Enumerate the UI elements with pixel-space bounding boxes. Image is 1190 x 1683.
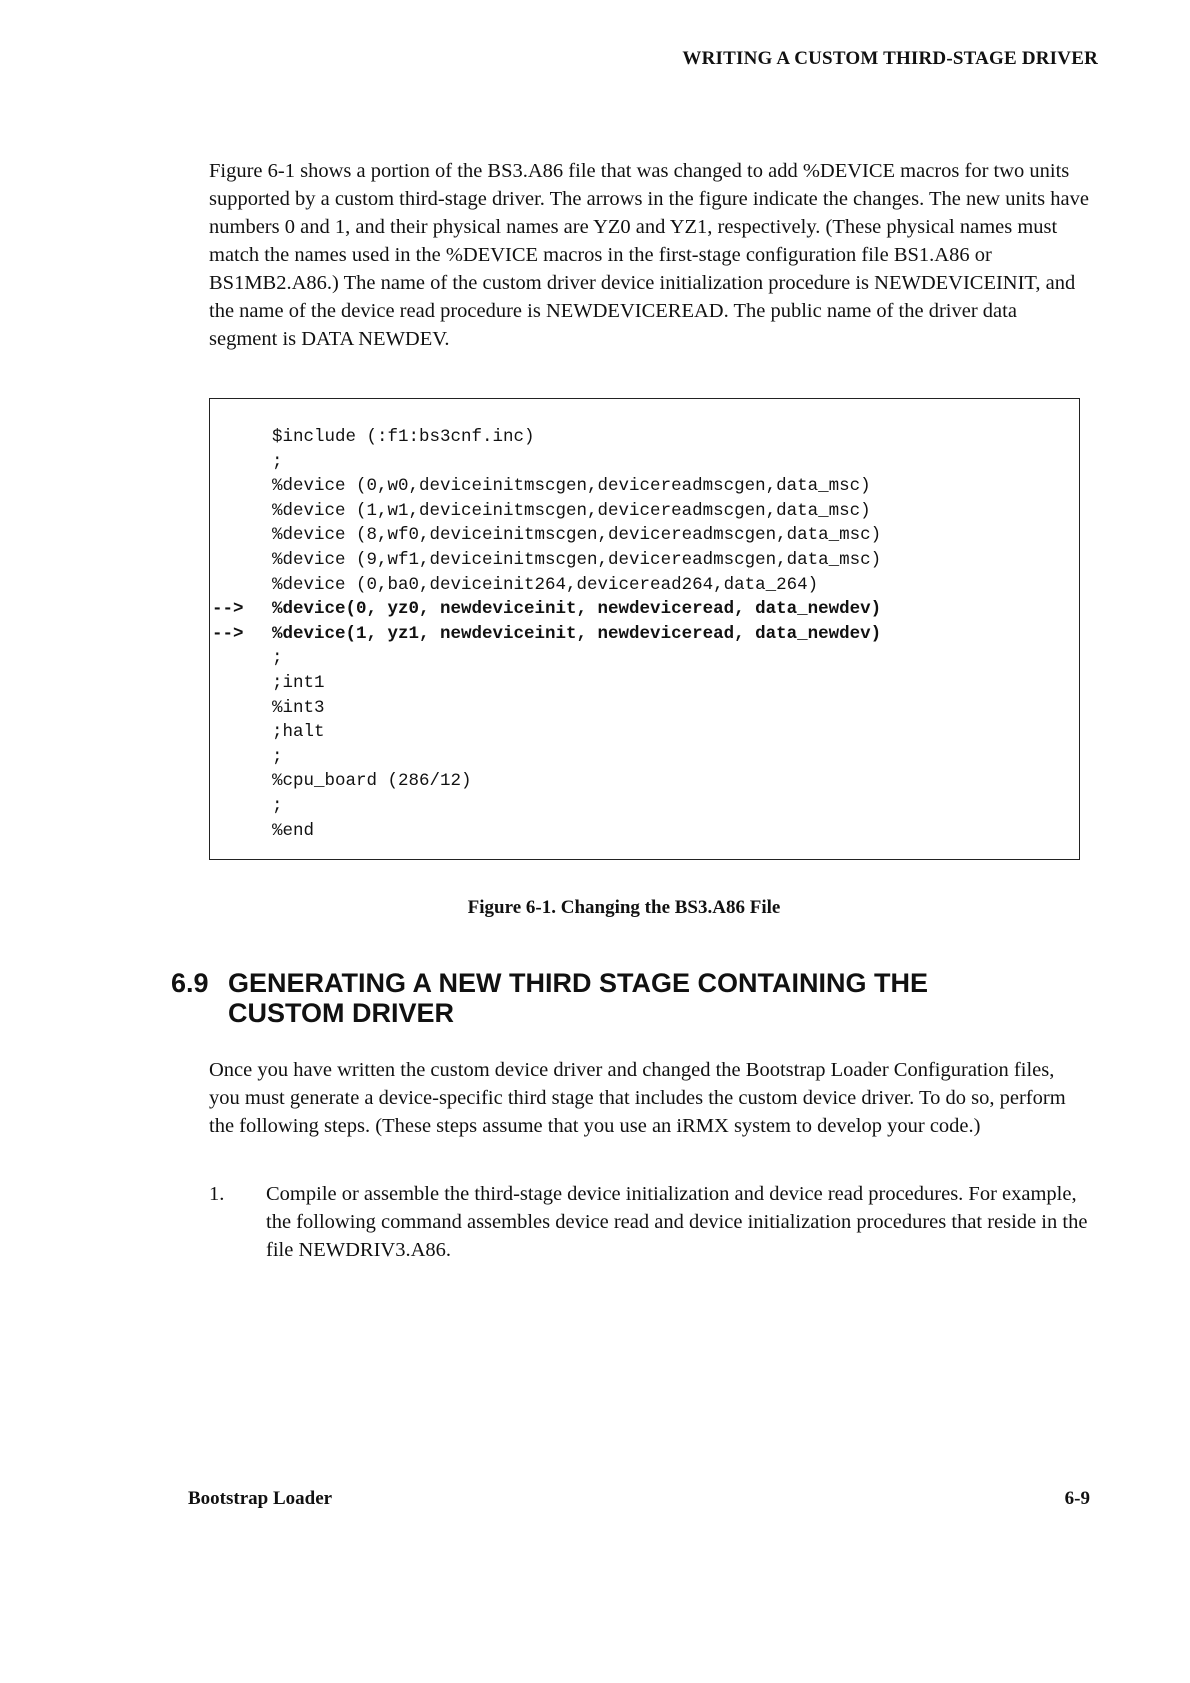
step-number: 1. [209, 1183, 225, 1205]
section-number: 6.9 [171, 968, 209, 998]
body-paragraph: Once you have written the custom device driver and changed the Bootstrap Loader Configuration files, you must generate a device-specific third stage that includes the custom device driver. To do so, perform the following steps. (These steps assume that you use an iRMX system to develop your code.) [209, 1059, 1066, 1137]
code-text: ; [272, 451, 283, 472]
running-head: WRITING A CUSTOM THIRD-STAGE DRIVER [682, 48, 1098, 69]
code-line [210, 696, 881, 721]
code-text: $include (:f1:bs3cnf.inc) [272, 427, 535, 447]
step-text: Compile or assemble the third-stage device initialization and device read procedures. For example, the following command assembles device read and device initialization procedures that reside in the file NEWDRIV3.A86. [266, 1183, 1088, 1261]
code-line [210, 548, 881, 573]
code-line [210, 720, 881, 745]
code-text: %device (0,ba0,deviceinit264,deviceread264,data_264) [272, 574, 819, 595]
code-text: ; [272, 795, 283, 816]
code-line [210, 745, 881, 770]
code-text: ; [272, 648, 283, 669]
code-text: %device (8,wf0,deviceinitmscgen,devicereadmscgen,data_msc) [272, 525, 882, 546]
code-text: %end [272, 820, 315, 841]
code-line [210, 523, 881, 548]
code-line [210, 671, 881, 696]
change-arrow: --> [212, 623, 244, 644]
code-text: %device (1,w1,deviceinitmscgen,devicereadmscgen,data_msc) [272, 500, 871, 521]
figure-caption: Figure 6-1. Changing the BS3.A86 File [467, 897, 781, 918]
code-line [210, 450, 881, 475]
figure-code-box [209, 398, 1080, 860]
code-line [210, 769, 881, 794]
code-listing [210, 425, 881, 843]
code-text: %device(0, yz0, newdeviceinit, newdeviceread, data_newdev) [272, 599, 882, 620]
code-line [210, 622, 881, 647]
step-item [209, 1180, 1089, 1264]
section-heading [171, 968, 928, 1028]
code-text: %device (9,wf1,deviceinitmscgen,devicereadmscgen,data_msc) [272, 549, 882, 570]
code-text: %device (0,w0,deviceinitmscgen,devicereadmscgen,data_msc) [272, 476, 871, 497]
code-text: ;halt [272, 722, 325, 743]
page-number: 6-9 [1064, 1488, 1090, 1509]
code-line [210, 794, 881, 819]
code-line [210, 474, 881, 499]
section-title-line1: GENERATING A NEW THIRD STAGE CONTAINING THE [228, 968, 928, 998]
code-text: %int3 [272, 697, 325, 718]
code-line [210, 597, 881, 622]
code-line [210, 819, 881, 844]
code-text: %device(1, yz1, newdeviceinit, newdeviceread, data_newdev) [272, 623, 882, 644]
code-text: ;int1 [272, 672, 325, 693]
code-line [210, 425, 881, 450]
intro-paragraph: Figure 6-1 shows a portion of the BS3.A86 file that was changed to add %DEVICE macros for two units supported by a custom third-stage driver. The arrows in the figure indicate the changes. The new units have numbers 0 and 1, and their physical names are YZ0 and YZ1, respectively. (These physical names must match the names used in the %DEVICE macros in the first-stage configuration file BS1.A86 or BS1MB2.A86.) The name of the custom driver device initialization procedure is NEWDEVICEINIT, and the name of the device read procedure is NEWDEVICEREAD. The public name of the driver data segment is DATA NEWDEV. [209, 160, 1089, 350]
code-text: ; [272, 746, 283, 767]
code-line [210, 573, 881, 598]
section-title-line2: CUSTOM DRIVER [228, 998, 455, 1028]
code-text: %cpu_board (286/12) [272, 771, 472, 792]
footer-title: Bootstrap Loader [188, 1488, 333, 1509]
change-arrow: --> [212, 599, 244, 620]
code-line [210, 499, 881, 524]
code-line [210, 646, 881, 671]
